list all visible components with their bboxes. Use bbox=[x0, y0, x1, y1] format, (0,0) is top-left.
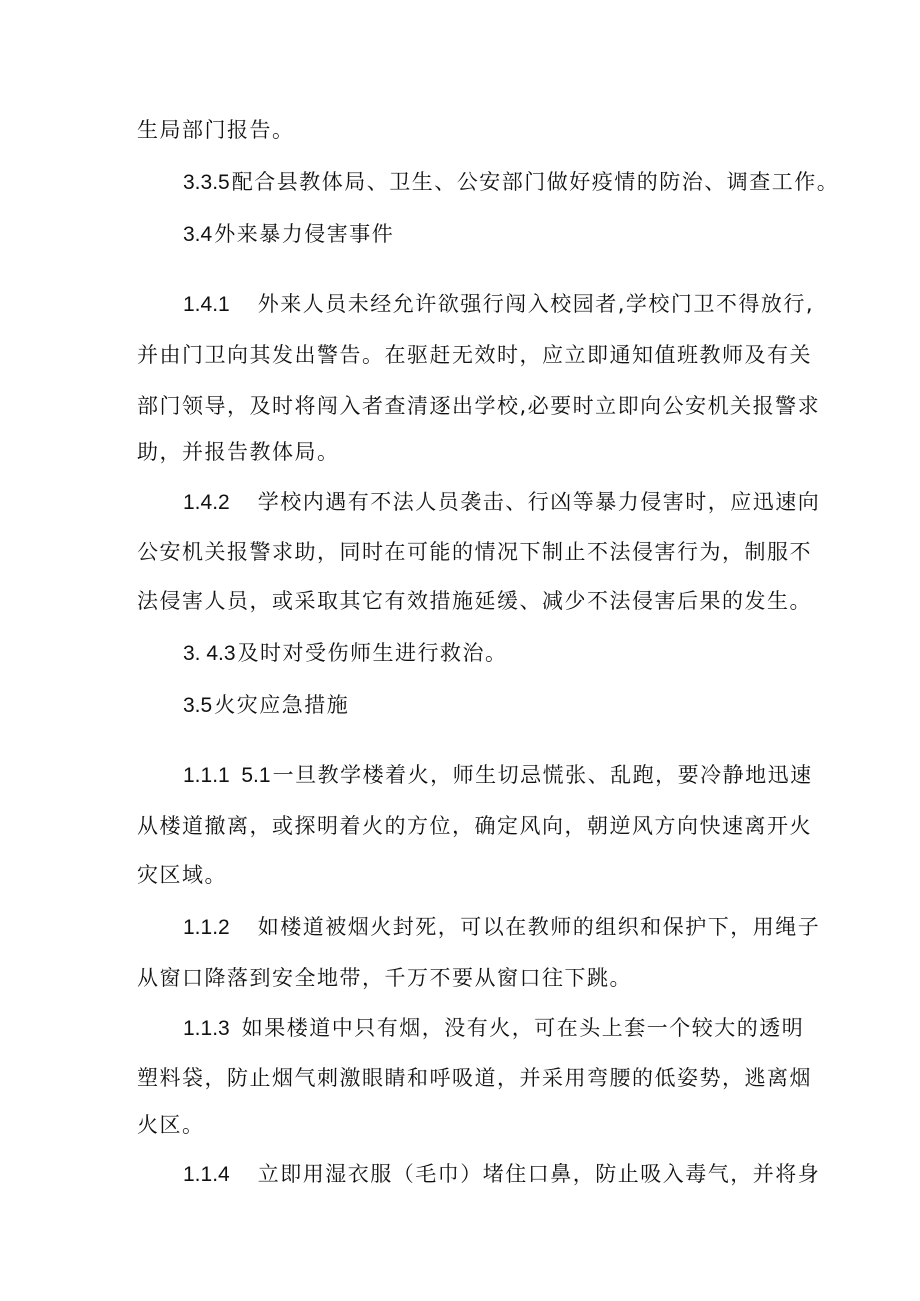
section-number: 3.3.5 bbox=[183, 171, 230, 194]
text-line bbox=[183, 167, 843, 198]
section-heading bbox=[183, 219, 843, 250]
text-line bbox=[137, 115, 797, 145]
line-text: 外来人员未经允许欲强行闯入校园者,学校门卫不得放行, bbox=[257, 292, 815, 316]
line-text: 火区。 bbox=[137, 1113, 205, 1137]
text-line bbox=[183, 1013, 843, 1044]
line-text: 如楼道被烟火封死，可以在教师的组织和保护下，用绳子 bbox=[257, 915, 821, 939]
section-number: 1.1.4 bbox=[183, 1163, 230, 1186]
text-line bbox=[137, 537, 812, 567]
section-number: 3.5 bbox=[183, 694, 213, 717]
section-number: 1.1.3 bbox=[183, 1017, 230, 1040]
line-text: 配合县教体局、卫生、公安部门做好疫情的防治、调查工作。 bbox=[231, 170, 840, 194]
line-text: 及时对受伤师生进行救治。 bbox=[237, 641, 508, 665]
section-number: 1.1.1 5.1 bbox=[183, 764, 271, 787]
text-line bbox=[137, 860, 797, 890]
line-text: 部门领导，及时将闯入者查清逐出学校,必要时立即向公安机关报警求 bbox=[137, 394, 821, 418]
text-line bbox=[183, 638, 843, 669]
text-line bbox=[137, 1063, 812, 1093]
line-text: 公安机关报警求助，同时在可能的情况下制止不法侵害行为，制服不 bbox=[137, 540, 812, 564]
line-text: 助，并报告教体局。 bbox=[137, 440, 340, 464]
text-line bbox=[137, 586, 812, 616]
section-heading bbox=[183, 690, 843, 721]
text-line bbox=[183, 912, 843, 943]
section-number: 3.4 bbox=[183, 223, 213, 246]
line-text: 从楼道撤离，或探明着火的方位，确定风向，朝逆风方向快速离开火 bbox=[137, 814, 812, 838]
section-number: 1.4.1 bbox=[183, 293, 230, 316]
line-text: 火灾应急措施 bbox=[214, 693, 350, 717]
line-text: 法侵害人员，或采取其它有效措施延缓、减少不法侵害后果的发生。 bbox=[137, 589, 812, 613]
text-line bbox=[183, 487, 843, 518]
section-number: 3. 4.3 bbox=[183, 642, 236, 665]
section-number: 1.4.2 bbox=[183, 491, 230, 514]
text-line bbox=[137, 1110, 797, 1140]
text-line bbox=[183, 289, 815, 320]
line-text: 立即用湿衣服（毛巾）堵住口鼻，防止吸入毒气，并将身 bbox=[257, 1162, 821, 1186]
line-text: 从窗口降落到安全地带，千万不要从窗口往下跳。 bbox=[137, 966, 632, 990]
line-text: 如果楼道中只有烟，没有火，可在头上套一个较大的透明 bbox=[241, 1016, 805, 1040]
text-line bbox=[183, 760, 843, 791]
section-number: 1.1.2 bbox=[183, 916, 230, 939]
text-line bbox=[183, 1159, 843, 1190]
text-line bbox=[137, 437, 797, 467]
line-text: 塑料袋，防止烟气刺激眼睛和呼吸道，并采用弯腰的低姿势，逃离烟 bbox=[137, 1066, 812, 1090]
text-line bbox=[137, 811, 812, 841]
text-line bbox=[137, 963, 797, 993]
line-text: 灾区域。 bbox=[137, 863, 227, 887]
line-text: 并由门卫向其发出警告。在驱赶无效时，应立即通知值班教师及有关 bbox=[137, 343, 812, 367]
text-line bbox=[137, 340, 812, 370]
line-text: 学校内遇有不法人员袭击、行凶等暴力侵害时，应迅速向 bbox=[257, 490, 821, 514]
text-line bbox=[137, 391, 821, 421]
line-text: 外来暴力侵害事件 bbox=[214, 222, 395, 246]
line-text: 生局部门报告。 bbox=[137, 118, 295, 142]
line-text: 一旦教学楼着火，师生切忌慌张、乱跑，要冷静地迅速 bbox=[272, 763, 813, 787]
